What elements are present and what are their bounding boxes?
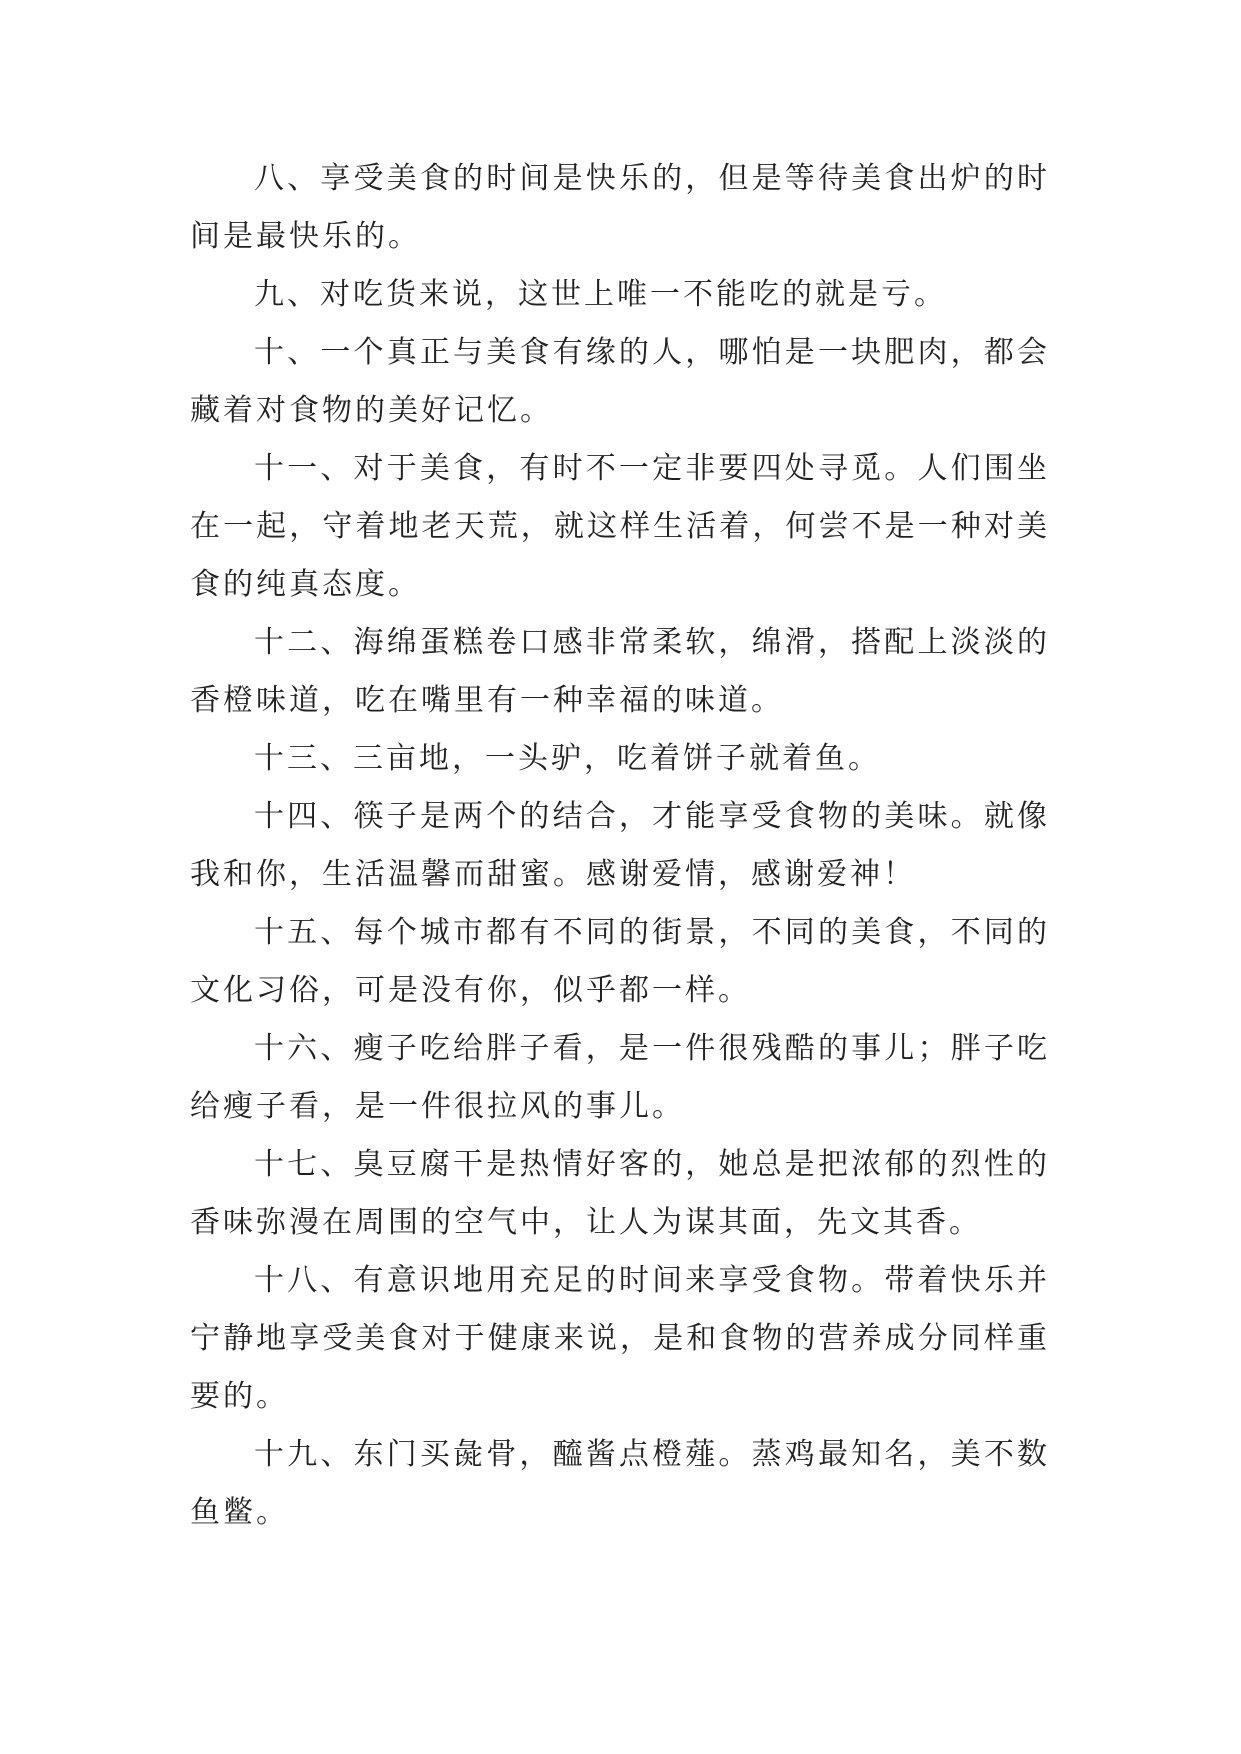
paragraph-12: 十二、海绵蛋糕卷口感非常柔软，绵滑，搭配上淡淡的香橙味道，吃在嘴里有一种幸福的味道。: [190, 625, 1050, 718]
paragraph-13: 十三、三亩地，一头驴，吃着饼子就着鱼。: [254, 741, 881, 776]
paragraph-8: 八、享受美食的时间是快乐的，但是等待美食出炉的时间是最快乐的。: [190, 161, 1050, 254]
paragraph-17: 十七、臭豆腐干是热情好客的，她总是把浓郁的烈性的香味弥漫在周围的空气中，让人为谋其面，先文其香。: [190, 1147, 1050, 1240]
paragraph-9: 九、对吃货来说，这世上唯一不能吃的就是亏。: [254, 277, 947, 312]
paragraph-19: 十九、东门买彘骨，醯酱点橙薤。蒸鸡最知名，美不数鱼鳖。: [190, 1437, 1050, 1530]
paragraph-10: 十、一个真正与美食有缘的人，哪怕是一块肥肉，都会藏着对食物的美好记忆。: [190, 335, 1050, 428]
document-body: [190, 150, 1050, 1542]
paragraph-18: 十八、有意识地用充足的时间来享受食物。带着快乐并宁静地享受美食对于健康来说，是和食物的营养成分同样重要的。: [190, 1263, 1050, 1414]
paragraph-15: 十五、每个城市都有不同的街景，不同的美食，不同的文化习俗，可是没有你，似乎都一样。: [190, 915, 1050, 1008]
paragraph-16: 十六、瘦子吃给胖子看，是一件很残酷的事儿；胖子吃给瘦子看，是一件很拉风的事儿。: [190, 1031, 1050, 1124]
paragraph-14: 十四、筷子是两个的结合，才能享受食物的美味。就像我和你，生活温馨而甜蜜。感谢爱情，感谢爱神！: [190, 799, 1050, 892]
paragraph-11: 十一、对于美食，有时不一定非要四处寻觅。人们围坐在一起，守着地老天荒，就这样生活着，何尝不是一种对美食的纯真态度。: [190, 451, 1050, 602]
